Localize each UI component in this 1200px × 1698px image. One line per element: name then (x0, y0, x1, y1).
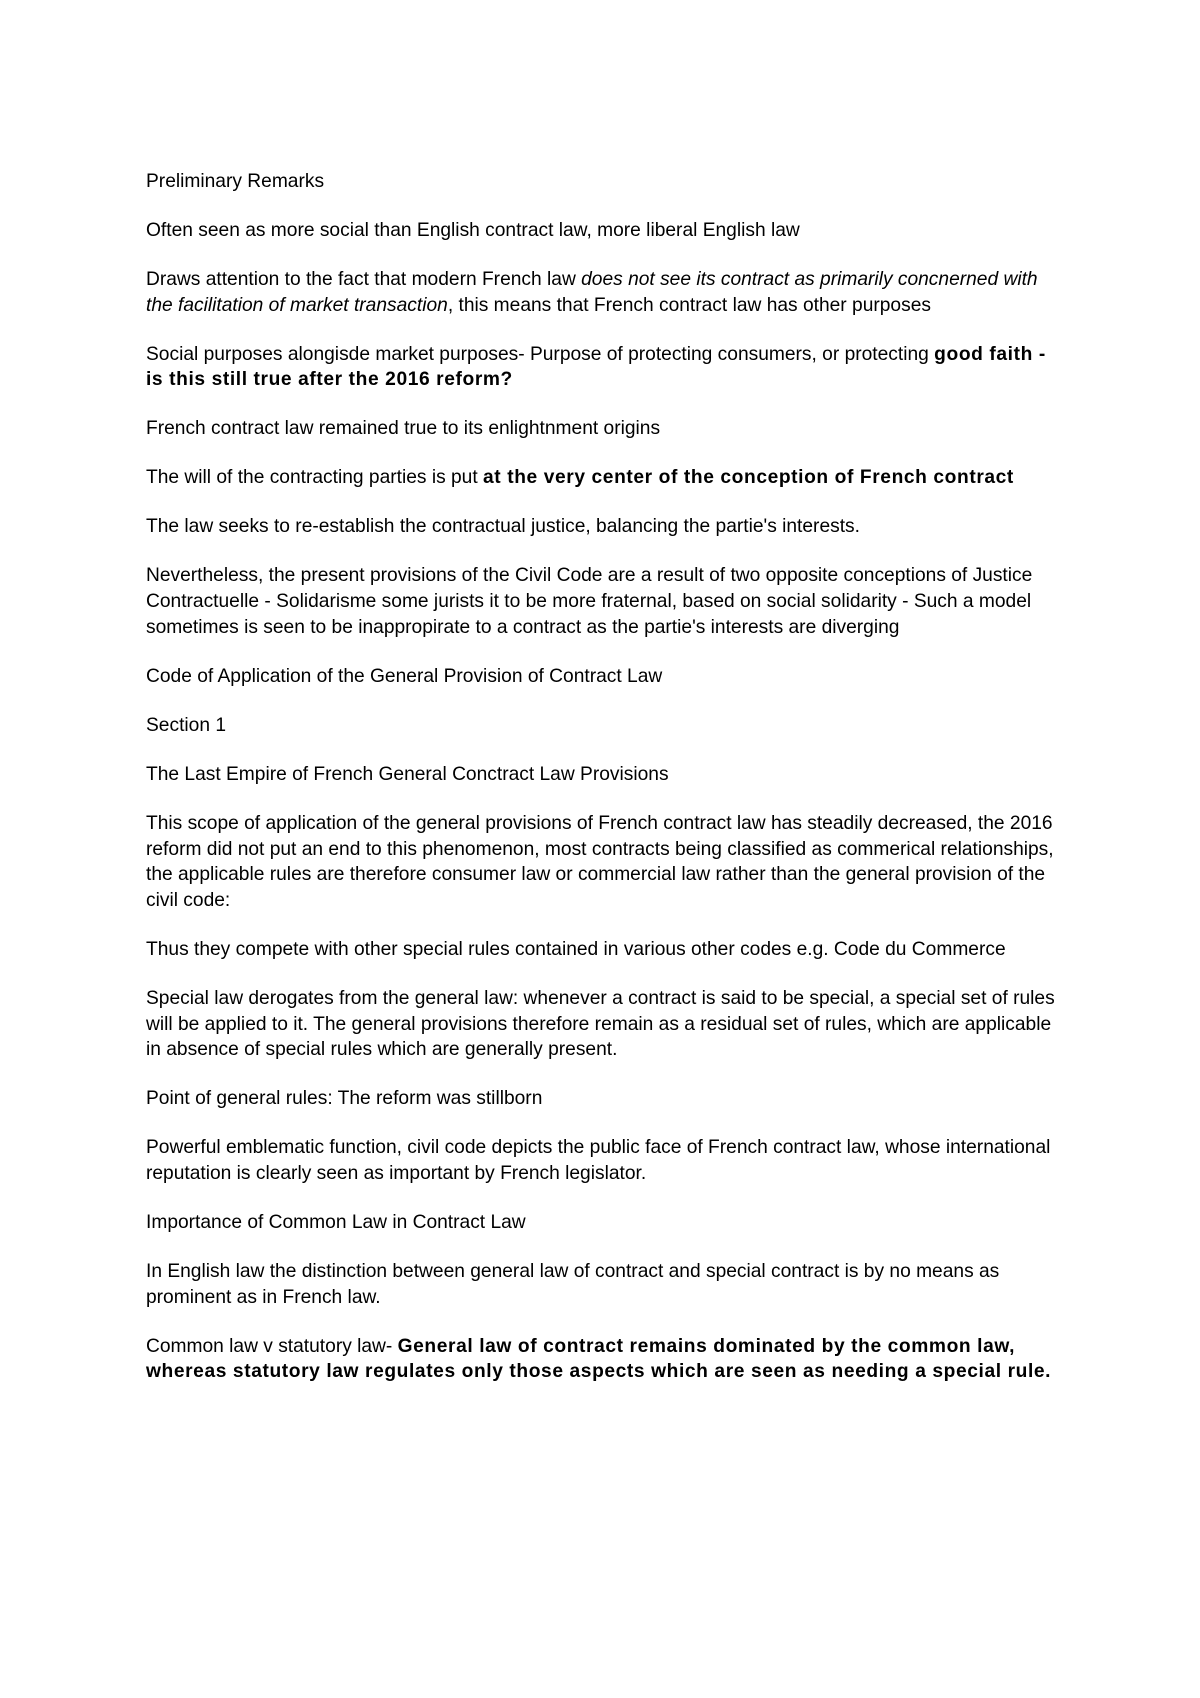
paragraph (146, 267, 1066, 318)
text-run: In English law the distinction between general law of contract and special contract is by no means as prominent as in French law. (146, 1261, 1000, 1308)
paragraph (146, 811, 1066, 914)
paragraph (146, 514, 1066, 540)
text-run: Preliminary Remarks (146, 171, 325, 192)
text-run: Section 1 (146, 714, 227, 736)
paragraph (146, 986, 1066, 1063)
text-run: The will of the contracting parties is put (146, 467, 484, 489)
text-run: Common law v statutory law- (146, 1335, 398, 1357)
paragraph (146, 218, 1066, 244)
bold-text-run: at the very center of the conception of French contract (483, 467, 1014, 489)
text-run: Importance of Common Law in Contract Law (146, 1212, 526, 1234)
text-run: Nevertheless, the present provisions of the Civil Code are a result of two opposite conceptions of Justice Contractuelle - Solidarisme some jurists it to be more fraternal, based on social solidarity - Such a model sometimes is seen to be inappropirate to a contract as the partie's interests are diverging (146, 565, 1033, 638)
paragraph-section-label (146, 713, 1066, 739)
paragraph-heading (146, 762, 1066, 788)
paragraph (146, 937, 1066, 963)
text-run: Draws attention to the fact that modern French law (146, 269, 582, 290)
text-run: Code of Application of the General Provision of Contract Law (146, 665, 663, 687)
paragraph (146, 342, 1066, 393)
paragraph (146, 465, 1066, 491)
paragraph (146, 1135, 1066, 1186)
paragraph (146, 563, 1066, 640)
text-run: Special law derogates from the general law: whenever a contract is said to be special, a special set of rules will be applied to it. The general provisions therefore remain as a residual set of rules, which are applicable in absence of special rules which are generally present. (146, 987, 1055, 1061)
paragraph (146, 1086, 1066, 1112)
text-run: Social purposes alongisde market purposes- Purpose of protecting consumers, or protecting (146, 343, 935, 365)
text-run: The law seeks to re-establish the contractual justice, balancing the partie's interests. (146, 516, 860, 538)
text-run: Point of general rules: The reform was stillborn (146, 1088, 543, 1110)
paragraph (146, 416, 1066, 442)
text-run: Thus they compete with other special rules contained in various other codes e.g. Code du Commerce (146, 938, 1006, 960)
bold-text-run: good faith - is this still true after the 2016 reform? (146, 343, 1046, 391)
bold-text-run: General law of contract remains dominated by the common law, whereas statutory law regulates only those aspects which are seen as needing a special rule. (146, 1335, 1052, 1383)
text-run: French contract law remained true to its enlightnment origins (146, 418, 661, 440)
paragraph-heading (146, 664, 1066, 690)
paragraph-heading (146, 1210, 1066, 1236)
document-page (146, 169, 1066, 1408)
paragraph-preliminary-remarks (146, 169, 1066, 195)
text-run: This scope of application of the general provisions of French contract law has steadily decreased, the 2016 reform did not put an end to this phenomenon, most contracts being classified as commerical relationships, the applicable rules are therefore consumer law or commercial law rather than the general provision of the civil code: (146, 812, 1054, 911)
paragraph (146, 1259, 1066, 1310)
text-run: The Last Empire of French General Conctract Law Provisions (146, 763, 669, 785)
text-run: Powerful emblematic function, civil code depicts the public face of French contract law, whose international reputation is clearly seen as important by French legislator. (146, 1137, 1051, 1185)
paragraph (146, 1334, 1066, 1385)
italic-text-run: does not see its contract as primarily concnerned with the facilitation of market transaction (146, 269, 1038, 316)
text-run: Often seen as more social than English contract law, more liberal English law (146, 220, 800, 241)
text-run: , this means that French contract law has other purposes (447, 294, 931, 316)
